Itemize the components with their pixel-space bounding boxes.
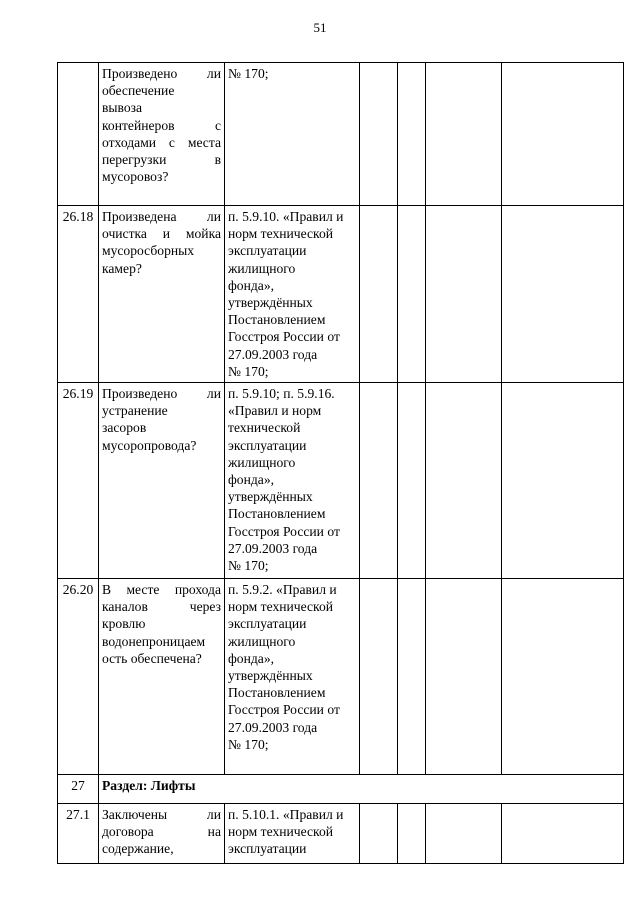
empty-cell [398,63,426,206]
item-number: 26.20 [58,579,99,775]
empty-cell [360,63,398,206]
empty-cell [398,383,426,579]
section-title: Раздел: Лифты [99,775,624,804]
empty-cell [398,579,426,775]
reference-line: жилищного [228,633,296,649]
reference-line: № 170; [228,363,269,379]
question-line: В месте прохода [102,582,221,597]
table-row [58,63,624,206]
reference-cell [225,383,360,579]
question-line: каналов через [102,599,221,615]
reference-line: утверждённых [228,295,313,311]
reference-line: Постановлением [228,312,326,328]
reference-line: 27.09.2003 года [228,540,318,556]
question-line: кровлю [102,616,146,632]
reference-line: утверждённых [228,668,313,684]
page-number: 51 [313,20,327,35]
question-line: мусоросборных [102,243,195,259]
reference-line: № 170; [228,558,269,574]
empty-cell [502,579,624,775]
question-cell [99,383,225,579]
question-line: Произведено ли [102,386,221,401]
question-line: устранение [102,403,168,419]
reference-line: Постановлением [228,506,326,522]
reference-cell [225,579,360,775]
question-cell [99,804,225,864]
reference-line: п. 5.9.10; п. 5.9.16. [228,386,335,401]
reference-line: норм технической [228,824,334,840]
table-row [58,383,624,579]
reference-line: норм технической [228,599,334,615]
question-line: очистка и мойка [102,226,221,242]
reference-line: 27.09.2003 года [228,346,318,362]
reference-line: жилищного [228,454,296,470]
table-row [58,804,624,864]
empty-cell [360,804,398,864]
reference-line: Госстроя России от [228,702,340,718]
reference-line: Постановлением [228,685,326,701]
reference-line: жилищного [228,260,296,276]
reference-line: п. 5.9.10. «Правил и [228,209,344,224]
empty-cell [426,579,502,775]
reference-line: эксплуатации [228,437,307,453]
question-cell [99,579,225,775]
reference-line: 27.09.2003 года [228,719,318,735]
question-line: Произведено ли [102,66,221,81]
reference-line: «Правил и норм [228,403,322,419]
question-cell [99,63,225,206]
reference-line: эксплуатации [228,841,307,857]
empty-cell [502,804,624,864]
item-number [58,63,99,206]
empty-cell [398,804,426,864]
reference-line: п. 5.9.2. «Правил и [228,582,337,597]
reference-line: № 170; [228,736,269,752]
empty-cell [502,206,624,383]
question-line: мусоропровода? [102,437,197,453]
empty-cell [360,383,398,579]
reference-cell [225,804,360,864]
reference-cell [225,206,360,383]
section-row [58,775,624,804]
reference-line: эксплуатации [228,243,307,259]
empty-cell [426,63,502,206]
reference-line: технической [228,420,301,436]
reference-line: Госстроя России от [228,329,340,345]
empty-cell [426,804,502,864]
reference-line: фонда», [228,650,275,666]
reference-line: № 170; [228,66,269,81]
question-line: содержание, [102,841,174,857]
inspection-table [57,62,624,864]
reference-line: норм технической [228,226,334,242]
item-number: 27.1 [58,804,99,864]
empty-cell [360,206,398,383]
reference-line: эксплуатации [228,616,307,632]
item-number: 27 [58,775,99,804]
question-line: вывоза [102,100,143,116]
question-line: Заключены ли [102,807,221,822]
empty-cell [502,63,624,206]
item-number: 26.18 [58,206,99,383]
question-line: мусоровоз? [102,169,169,185]
question-line: обеспечение [102,83,175,99]
question-line: Произведена ли [102,209,221,224]
reference-line: фонда», [228,472,275,488]
empty-cell [360,579,398,775]
empty-cell [502,383,624,579]
table-row [58,206,624,383]
question-line: засоров [102,420,147,436]
empty-cell [426,206,502,383]
reference-cell [225,63,360,206]
question-line: отходами с места [102,134,221,150]
empty-cell [426,383,502,579]
reference-line: фонда», [228,277,275,293]
question-line: камер? [102,260,142,276]
reference-line: п. 5.10.1. «Правил и [228,807,344,822]
empty-cell [398,206,426,383]
table-row [58,579,624,775]
reference-line: Госстроя России от [228,523,340,539]
reference-line: утверждённых [228,489,313,505]
item-number: 26.19 [58,383,99,579]
question-line: контейнеров с [102,117,221,133]
question-line: перегрузки в [102,152,221,168]
question-line: договора на [102,824,221,840]
question-cell [99,206,225,383]
question-line: водонепроницаем [102,633,206,649]
question-line: ость обеспечена? [102,650,202,666]
